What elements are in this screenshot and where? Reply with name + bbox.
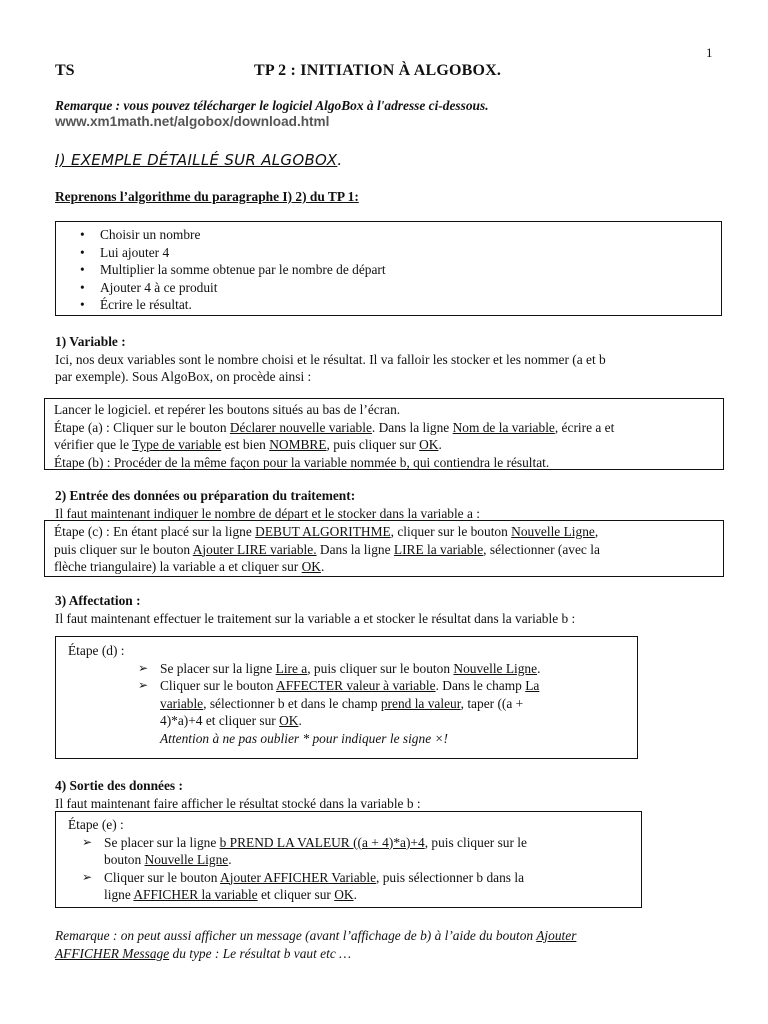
final-remark-line2: AFFICHER Message du type : Le résultat b vaut etc … bbox=[55, 945, 352, 961]
etape-e-label: Étape (e) : bbox=[68, 817, 124, 832]
entree-section bbox=[55, 487, 725, 522]
variable-heading: 1) Variable : bbox=[55, 334, 126, 349]
list-item: • Multiplier la somme obtenue par le nombre de départ bbox=[80, 261, 721, 279]
algorithm-steps-box bbox=[55, 221, 722, 316]
sortie-heading: 4) Sortie des données : bbox=[55, 778, 183, 793]
prend-la-valeur-ref: b PREND LA VALEUR ((a + 4)*a)+4 bbox=[219, 834, 425, 850]
etape-a-line2: vérifier que le Type de variable est bien NOMBRE, puis cliquer sur OK. bbox=[54, 437, 442, 452]
final-remark bbox=[55, 927, 725, 962]
sortie-section bbox=[55, 777, 725, 812]
list-item: • Choisir un nombre bbox=[80, 226, 721, 244]
class-label: TS bbox=[55, 62, 75, 79]
affectation-heading: 3) Affectation : bbox=[55, 593, 141, 608]
attention-note: Attention à ne pas oublier * pour indiquer le signe ×! bbox=[160, 730, 448, 746]
etape-c-line2: puis cliquer sur le bouton Ajouter LIRE variable. Dans la ligne LIRE la variable, sélectionner (avec la bbox=[54, 541, 600, 557]
ajouter-lire-ref: Ajouter LIRE variable. bbox=[192, 541, 317, 557]
la-variable-ref: La bbox=[525, 678, 540, 693]
sortie-instructions-box bbox=[55, 811, 642, 908]
type-variable-ref: Type de variable bbox=[132, 437, 222, 452]
ok-ref: OK bbox=[334, 887, 354, 902]
entree-heading: 2) Entrée des données ou préparation du traitement: bbox=[55, 488, 356, 503]
nouvelle-ligne-ref: Nouvelle Ligne bbox=[511, 524, 595, 539]
variable-text-line2: par exemple). Sous AlgoBox, on procède ainsi : bbox=[55, 369, 312, 384]
section-heading bbox=[55, 152, 342, 170]
nombre-ref: NOMBRE bbox=[269, 437, 327, 452]
intro-remark: Remarque : vous pouvez télécharger le logiciel AlgoBox à l'adresse ci-dessous. bbox=[55, 98, 489, 113]
page-number: 1 bbox=[706, 45, 713, 60]
list-item: • Lui ajouter 4 bbox=[80, 244, 721, 262]
affectation-text: Il faut maintenant effectuer le traitement sur la variable a et stocker le résultat dans la variable b : bbox=[55, 610, 576, 626]
entree-text: Il faut maintenant indiquer le nombre de départ et le stocker dans la variable a : bbox=[55, 505, 480, 521]
algorithm-subheading: Reprenons l’algorithme du paragraphe I) 2) du TP 1: bbox=[55, 189, 359, 204]
download-link[interactable]: www.xm1math.net/algobox/download.html bbox=[55, 114, 330, 129]
ok-ref: OK bbox=[301, 559, 321, 574]
nouvelle-ligne-ref: Nouvelle Ligne bbox=[144, 852, 229, 867]
entree-instructions-box bbox=[44, 520, 724, 577]
variable-instructions-box bbox=[44, 398, 724, 470]
afficher-variable-ref: AFFICHER la variable bbox=[133, 887, 258, 902]
list-item: ➢ Se placer sur la ligne b PREND LA VALEUR ((a + 4)*a)+4, puis cliquer sur le bouton Nouvelle Ligne. bbox=[82, 834, 635, 869]
sortie-text: Il faut maintenant faire afficher le résultat stocké dans la variable b : bbox=[55, 795, 421, 811]
document-title: TP 2 : INITIATION À ALGOBOX. bbox=[254, 62, 502, 79]
etape-d-list bbox=[68, 660, 631, 730]
ajouter-ref: Ajouter bbox=[536, 928, 577, 943]
nom-variable-field-ref: Nom de la variable bbox=[452, 419, 555, 435]
list-item: • Écrire le résultat. bbox=[80, 296, 721, 314]
etape-d-label: Étape (d) : bbox=[68, 643, 125, 658]
algorithm-steps-list bbox=[56, 222, 721, 314]
section-heading-tail: . bbox=[337, 151, 343, 169]
nouvelle-ligne-ref: Nouvelle Ligne bbox=[453, 660, 538, 676]
etape-e-list bbox=[68, 834, 635, 904]
ok-ref: OK bbox=[279, 713, 299, 728]
affectation-section bbox=[55, 592, 725, 627]
declarer-variable-button-ref: Déclarer nouvelle variable bbox=[229, 419, 372, 435]
etape-a-line1: Étape (a) : Cliquer sur le bouton Déclarer nouvelle variable. Dans la ligne Nom de la variable, écrire a et bbox=[54, 419, 615, 435]
variable-text-line1: Ici, nos deux variables sont le nombre choisi et le résultat. Il va falloir les stocker et les nommer (a et b bbox=[55, 351, 606, 367]
etape-b-line: Étape (b) : Procéder de la même façon pour la variable nommée b, qui contiendra le résultat. bbox=[54, 454, 550, 470]
list-item: ➢ Se placer sur la ligne Lire a, puis cliquer sur le bouton Nouvelle Ligne. bbox=[138, 660, 631, 678]
lire-variable-ref: LIRE la variable bbox=[393, 541, 484, 557]
variable-section bbox=[55, 333, 725, 386]
list-item: ➢ Cliquer sur le bouton AFFECTER valeur à variable. Dans le champ La variable, sélectionner b et dans le champ prend la valeur, taper ((a + 4)*a)+4 et cliquer sur OK. bbox=[138, 677, 631, 730]
la-variable-ref-cont: variable bbox=[160, 695, 204, 711]
final-remark-line1: Remarque : on peut aussi afficher un message (avant l’affichage de b) à l’aide du bouton Ajouter bbox=[55, 928, 577, 943]
etape-c-line1: Étape (c) : En étant placé sur la ligne DEBUT ALGORITHME, cliquer sur le bouton Nouvelle Ligne, bbox=[54, 524, 599, 539]
ajouter-afficher-ref: Ajouter AFFICHER Variable bbox=[220, 869, 377, 885]
box-line: Lancer le logiciel. et repérer les boutons situés au bas de l’écran. bbox=[54, 402, 401, 417]
ok-ref: OK bbox=[419, 437, 439, 452]
affecter-valeur-ref: AFFECTER valeur à variable bbox=[276, 678, 436, 693]
afficher-message-ref: AFFICHER Message bbox=[55, 945, 170, 961]
debut-algorithme-ref: DEBUT ALGORITHME bbox=[255, 524, 391, 539]
list-item: • Ajouter 4 à ce produit bbox=[80, 279, 721, 297]
etape-c-line3: flèche triangulaire) la variable a et cliquer sur OK. bbox=[54, 559, 325, 574]
lire-a-ref: Lire a bbox=[275, 660, 308, 676]
affectation-instructions-box bbox=[55, 636, 638, 759]
prend-valeur-ref: prend la valeur bbox=[380, 695, 461, 711]
list-item: ➢ Cliquer sur le bouton Ajouter AFFICHER Variable, puis sélectionner b dans la ligne AFFICHER la variable et cliquer sur OK. bbox=[82, 869, 635, 904]
section-heading-text: I) EXEMPLE DÉTAILLÉ SUR ALGOBOX bbox=[55, 151, 338, 169]
